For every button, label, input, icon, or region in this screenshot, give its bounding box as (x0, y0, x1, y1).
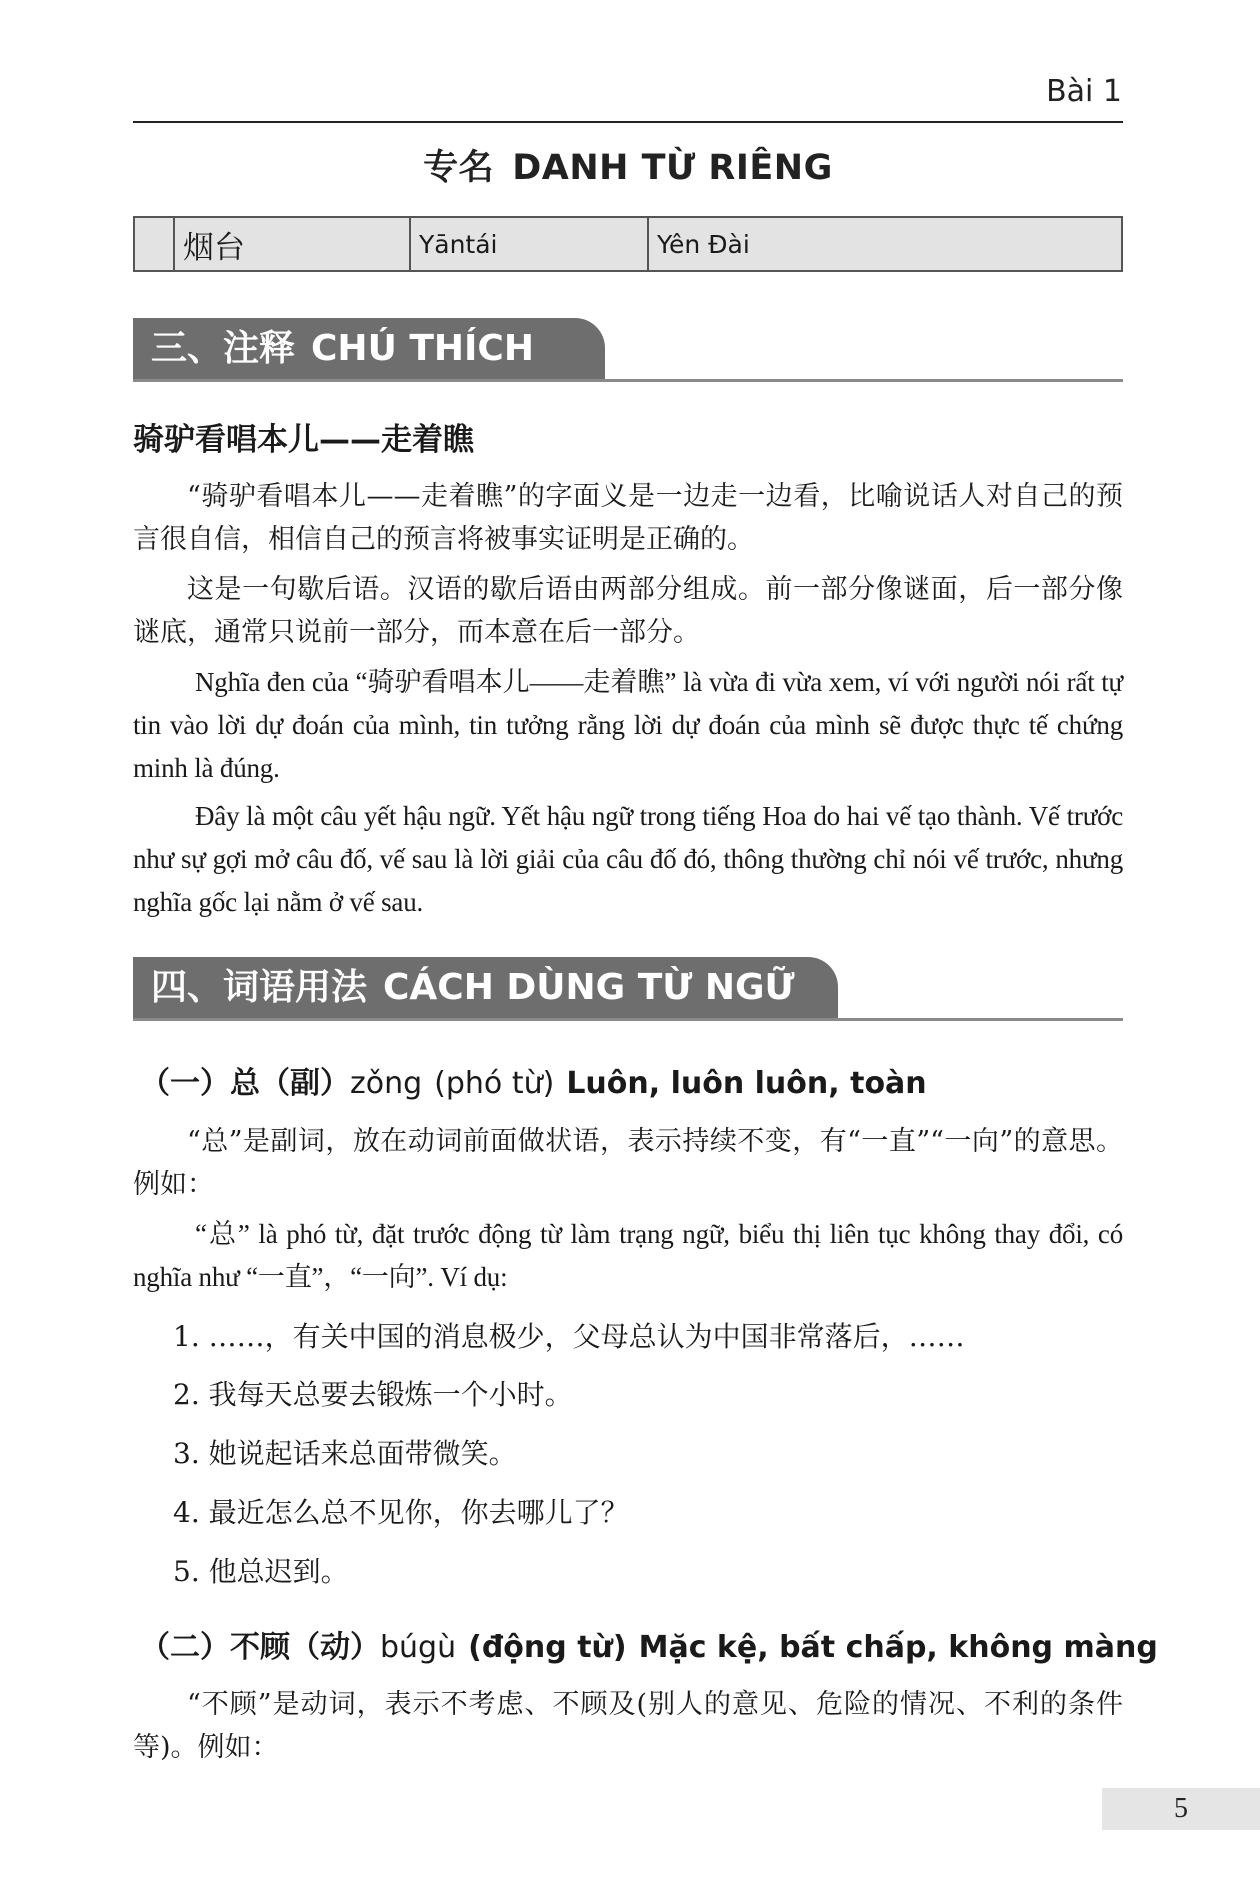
usage-1-meaning: Luôn, luôn luôn, toàn (566, 1066, 927, 1101)
usage-1-explanation-cn: “总”是副词，放在动词前面做状语，表示持续不变，有“一直”“一向”的意思。例如： (133, 1126, 1123, 1200)
note-paragraph-cn-1: “骑驴看唱本儿——走着瞧”的字面义是一边走一边看，比喻说话人对自己的预言很自信，相信自己的预言将被事实证明是正确的。 (133, 481, 1123, 555)
table-cell-chinese: 烟台 (174, 217, 410, 271)
proper-nouns-title-vi: DANH TỪ RIÊNG (512, 148, 833, 188)
usage-2-meaning: Mặc kệ, bất chấp, không màng (638, 1630, 1158, 1665)
usage-1-example-2: 2. 我每天总要去锻炼一个小时。 (173, 1378, 573, 1411)
usage-1-heading (140, 1058, 927, 1102)
usage-2-pos: (động từ) (468, 1630, 627, 1665)
section-3-title-cn: 三、注释 (151, 328, 296, 369)
note-paragraph-vi-2: Đây là một câu yết hậu ngữ. Yết hậu ngữ trong tiếng Hoa do hai vế tạo thành. Vế trước như sự gợi mở câu đố, vế sau là lời giải của câu đố đó, thông thường chỉ nói vế trước, nhưng nghĩa gốc lại nằm ở vế sau. (133, 801, 1123, 917)
section-4-banner (133, 957, 1123, 1021)
usage-2-heading (140, 1622, 1158, 1666)
usage-1-example-5: 5. 他总迟到。 (173, 1555, 349, 1588)
table-index-cell (134, 217, 174, 271)
page-number: 5 (1102, 1788, 1260, 1830)
header-divider (133, 121, 1123, 123)
section-3-title-vi: CHÚ THÍCH (311, 328, 534, 369)
table-cell-pinyin: Yāntái (410, 217, 648, 271)
proper-nouns-title (133, 140, 1123, 190)
note-paragraph-vi-1: Nghĩa đen của “骑驴看唱本儿——走着瞧” là vừa đi vừa xem, ví với người nói rất tự tin vào lời dự đoán của mình, tin tưởng rằng lời dự đoán của mình sẽ được thực tế chứng minh là đúng. (133, 667, 1123, 783)
section-4-rule (133, 1018, 1123, 1021)
usage-1-pinyin: zǒng (350, 1066, 423, 1101)
usage-2-heading-cn: （二）不顾（动） (140, 1630, 380, 1665)
usage-2-explanation-cn: “不顾”是动词，表示不考虑、不顾及(别人的意见、危险的情况、不利的条件等)。例如： (133, 1689, 1123, 1763)
table-cell-vietnamese: Yên Đài (648, 217, 1122, 271)
idiom-heading: 骑驴看唱本儿——走着瞧 (133, 422, 474, 458)
usage-1-example-3: 3. 她说起话来总面带微笑。 (173, 1437, 517, 1470)
usage-1-explanation-vi: “总” là phó từ, đặt trước động từ làm trạng ngữ, biểu thị liên tục không thay đổi, có nghĩa như “一直”，“一向”. Ví dụ: (133, 1219, 1123, 1292)
usage-1-example-1: 1. ……，有关中国的消息极少，父母总认为中国非常落后，…… (173, 1320, 965, 1353)
note-paragraph-cn-2: 这是一句歇后语。汉语的歇后语由两部分组成。前一部分像谜面，后一部分像谜底，通常只说前一部分，而本意在后一部分。 (133, 574, 1123, 648)
section-3-tab (133, 318, 605, 380)
section-4-title-vi: CÁCH DÙNG TỪ NGỮ (383, 967, 795, 1008)
section-3-banner (133, 318, 1123, 382)
usage-1-heading-cn: （一）总（副） (140, 1066, 350, 1101)
usage-2-pinyin: búgù (380, 1630, 457, 1665)
table-row (134, 217, 1122, 271)
section-4-tab (133, 957, 838, 1019)
section-4-title-cn: 四、词语用法 (151, 967, 368, 1008)
lesson-label: Bài 1 (1046, 74, 1122, 109)
proper-nouns-table (133, 216, 1123, 272)
usage-1-pos: (phó từ) (434, 1066, 555, 1101)
section-3-rule (133, 379, 1123, 382)
usage-1-example-4: 4. 最近怎么总不见你，你去哪儿了？ (173, 1496, 629, 1529)
proper-nouns-title-cn: 专名 (423, 148, 495, 188)
